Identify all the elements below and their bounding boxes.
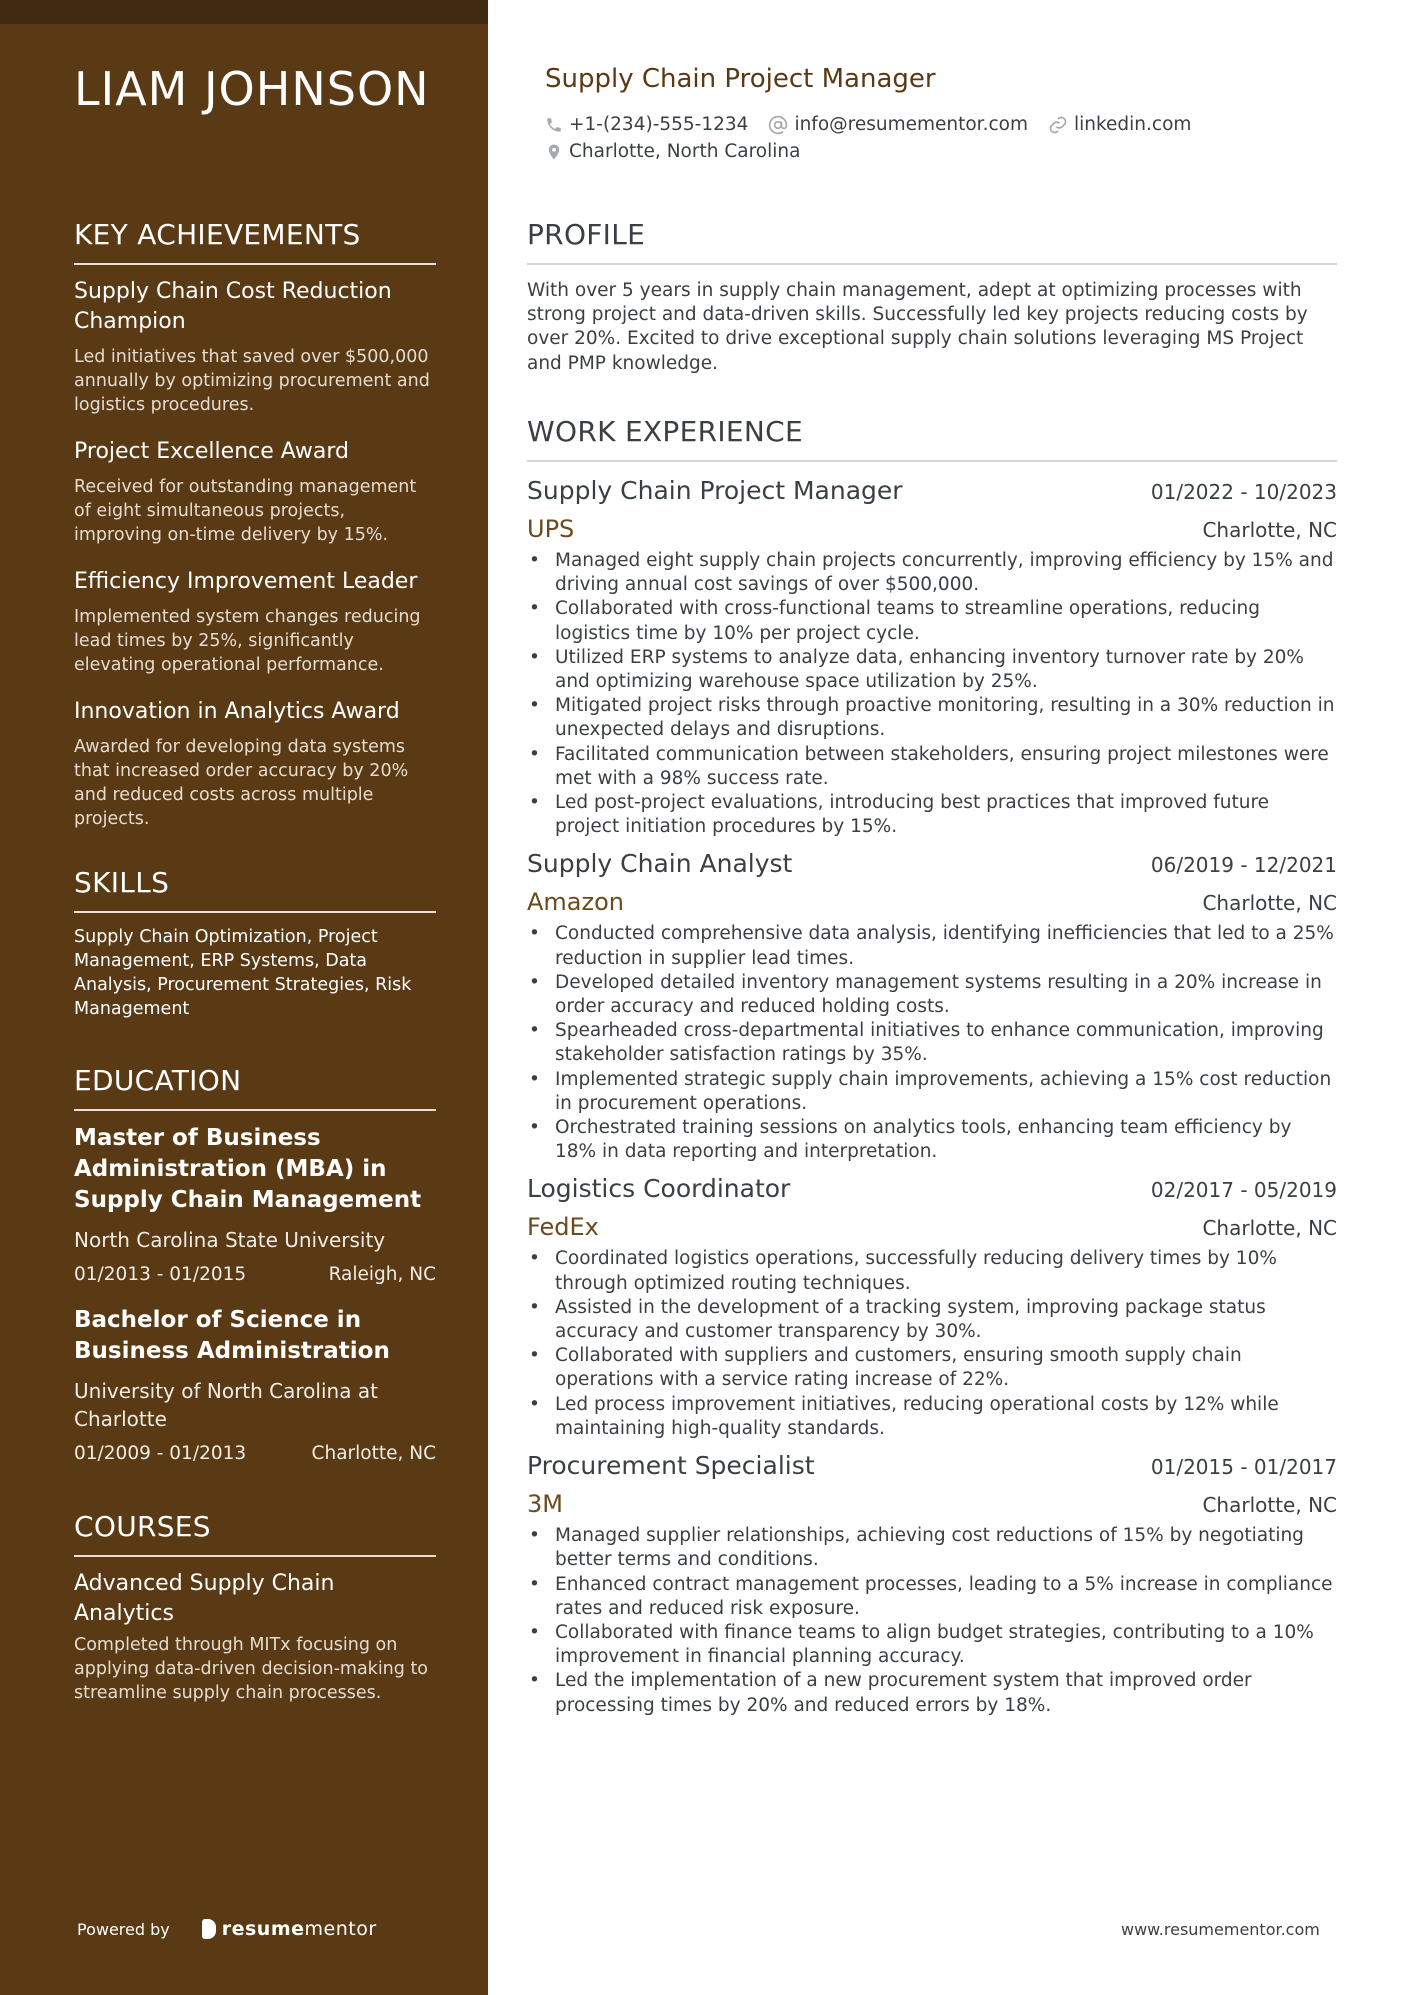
footer-website[interactable]: www.resumementor.com xyxy=(1121,1920,1320,1939)
achievement-item xyxy=(74,277,436,417)
job-bullet: • Collaborated with cross-functional teams to streamline operations, reducing logistics time by 10% per project cycle. xyxy=(527,597,1337,645)
job-bullet: • Led post-project evaluations, introducing best practices that improved future project initiation procedures by 15%. xyxy=(527,791,1337,839)
education-school: North Carolina State University xyxy=(74,1228,386,1252)
powered-by xyxy=(77,1918,377,1940)
education-location: Raleigh, NC xyxy=(328,1264,436,1285)
job-bullet: • Enhanced contract management processes, leading to a 5% increase in compliance rates and reduced risk exposure. xyxy=(527,1573,1337,1621)
achievement-title: Efficiency Improvement Leader xyxy=(74,569,418,594)
job-bullet: • Implemented strategic supply chain improvements, achieving a 15% cost reduction in procurement operations. xyxy=(527,1068,1337,1116)
job-entry xyxy=(527,1451,1337,1718)
job-bullets xyxy=(527,922,1337,1164)
skills-section xyxy=(74,866,436,1021)
education-item xyxy=(74,1305,436,1464)
education-dates: 01/2009 - 01/2013 xyxy=(74,1443,247,1464)
job-bullet: • Conducted comprehensive data analysis, identifying inefficiencies that led to a 25% reduction in supplier lead times. xyxy=(527,922,1337,970)
job-bullets xyxy=(527,1524,1337,1718)
job-dates: 01/2015 - 01/2017 xyxy=(1150,1455,1337,1480)
course-item xyxy=(74,1569,436,1705)
education-degree: Bachelor of Science in Business Administration xyxy=(74,1307,390,1364)
location-text: Charlotte, North Carolina xyxy=(569,141,801,162)
achievement-description: Received for outstanding management of eight simultaneous projects, improving on-time delivery by 15%. xyxy=(74,477,417,545)
job-bullet: • Facilitated communication between stakeholders, ensuring project milestones were met with a 98% success rate. xyxy=(527,743,1337,791)
job-bullet: • Collaborated with suppliers and customers, ensuring smooth supply chain operations with a service rating increase of 22%. xyxy=(527,1344,1337,1392)
job-bullets xyxy=(527,1247,1337,1441)
achievement-description: Led initiatives that saved over $500,000 annually by optimizing procurement and logistics procedures. xyxy=(74,347,430,415)
job-bullet: • Managed supplier relationships, achieving cost reductions of 15% by negotiating better terms and conditions. xyxy=(527,1524,1337,1572)
course-title: Advanced Supply Chain Analytics xyxy=(74,1571,335,1626)
job-company: UPS xyxy=(527,515,575,543)
logo-mark-icon xyxy=(202,1919,216,1939)
work-experience-heading: WORK EXPERIENCE xyxy=(527,415,1337,462)
job-bullet: • Mitigated project risks through proactive monitoring, resulting in a 30% reduction in unexpected delays and disruptions. xyxy=(527,694,1337,742)
achievement-item xyxy=(74,437,436,547)
phone-text: +1-(234)-555-1234 xyxy=(569,114,749,135)
job-bullet: • Coordinated logistics operations, successfully reducing delivery times by 10% through optimized routing techniques. xyxy=(527,1247,1337,1295)
contact-location-row xyxy=(545,141,820,162)
job-bullet: • Utilized ERP systems to analyze data, enhancing inventory turnover rate by 20% and optimizing warehouse space utilization by 25%. xyxy=(527,646,1337,694)
candidate-name: LIAM JOHNSON xyxy=(74,62,430,116)
job-location: Charlotte, NC xyxy=(1202,891,1337,916)
job-dates: 01/2022 - 10/2023 xyxy=(1150,480,1337,504)
job-title: Procurement Specialist xyxy=(527,1451,815,1481)
job-title: Supply Chain Project Manager xyxy=(527,476,903,505)
job-bullet: • Orchestrated training sessions on analytics tools, enhancing team efficiency by 18% in data reporting and interpretation. xyxy=(527,1116,1337,1164)
brand-bold: resume xyxy=(221,1918,305,1940)
job-location: Charlotte, NC xyxy=(1202,1216,1337,1241)
job-title: Supply Chain Analyst xyxy=(527,849,793,879)
contact-location xyxy=(545,141,800,162)
job-bullet: • Assisted in the development of a tracking system, improving package status accuracy and customer transparency by 30%. xyxy=(527,1296,1337,1344)
work-experience-section xyxy=(527,415,1337,1728)
skills-list: Supply Chain Optimization, Project Management, ERP Systems, Data Analysis, Procurement Strategies, Risk Management xyxy=(74,927,412,1019)
job-company: Amazon xyxy=(527,888,624,917)
job-title: Logistics Coordinator xyxy=(527,1174,791,1204)
contact-email[interactable] xyxy=(768,114,1028,135)
education-item xyxy=(74,1123,436,1285)
contact-row xyxy=(545,114,1211,135)
job-dates: 02/2017 - 05/2019 xyxy=(1150,1178,1337,1203)
sidebar xyxy=(0,0,488,1995)
job-entry xyxy=(527,849,1337,1164)
profile-section xyxy=(527,218,1337,376)
courses-heading: COURSES xyxy=(74,1510,436,1557)
profile-text: With over 5 years in supply chain management, adept at optimizing processes with strong project and data-driven skills. Successfully led key projects reducing costs by over 20%. Excited to drive exceptional supply chain solutions leveraging MS Project and PMP knowledge. xyxy=(527,280,1308,374)
achievement-item xyxy=(74,567,436,677)
link-icon xyxy=(1048,115,1068,135)
skills-heading: SKILLS xyxy=(74,866,436,913)
achievement-title: Innovation in Analytics Award xyxy=(74,699,400,724)
education-section xyxy=(74,1064,436,1484)
job-entry xyxy=(527,476,1337,839)
achievement-title: Project Excellence Award xyxy=(74,439,350,464)
profile-heading: PROFILE xyxy=(527,218,1337,265)
education-dates: 01/2013 - 01/2015 xyxy=(74,1264,247,1285)
education-location: Charlotte, NC xyxy=(311,1443,436,1464)
job-bullet: • Collaborated with finance teams to align budget strategies, contributing to a 10% improvement in financial planning accuracy. xyxy=(527,1621,1337,1669)
key-achievements-section xyxy=(74,218,436,851)
powered-by-label: Powered by xyxy=(77,1919,170,1939)
job-bullet: • Developed detailed inventory management systems resulting in a 20% increase in order accuracy and reduced holding costs. xyxy=(527,971,1337,1019)
headline-title: Supply Chain Project Manager xyxy=(545,64,936,94)
linkedin-text: linkedin.com xyxy=(1073,114,1192,135)
job-bullet: • Led the implementation of a new procurement system that improved order processing times by 20% and reduced errors by 18%. xyxy=(527,1669,1337,1717)
job-dates: 06/2019 - 12/2021 xyxy=(1150,853,1337,878)
key-achievements-heading: KEY ACHIEVEMENTS xyxy=(74,218,436,265)
email-text: info@resumementor.com xyxy=(794,114,1028,135)
education-degree: Master of Business Administration (MBA) in Supply Chain Management xyxy=(74,1125,422,1213)
contact-phone[interactable] xyxy=(545,114,748,135)
map-pin-icon xyxy=(545,142,563,162)
job-bullet: • Spearheaded cross-departmental initiatives to enhance communication, improving stakeholder satisfaction ratings by 35%. xyxy=(527,1019,1337,1067)
job-bullets xyxy=(527,549,1337,839)
job-company: FedEx xyxy=(527,1213,599,1242)
achievement-title: Supply Chain Cost Reduction Champion xyxy=(74,279,392,334)
achievement-description: Implemented system changes reducing lead times by 25%, significantly elevating operational performance. xyxy=(74,607,421,675)
job-bullet: • Led process improvement initiatives, reducing operational costs by 12% while maintaining high-quality standards. xyxy=(527,1393,1337,1441)
job-company: 3M xyxy=(527,1490,563,1519)
phone-icon xyxy=(545,116,563,134)
achievement-description: Awarded for developing data systems that increased order accuracy by 20% and reduced costs across multiple projects. xyxy=(74,737,409,829)
education-school: University of North Carolina at Charlotte xyxy=(74,1379,378,1431)
job-bullet: • Managed eight supply chain projects concurrently, improving efficiency by 15% and driving annual cost savings of over $500,000. xyxy=(527,549,1337,597)
contact-linkedin[interactable] xyxy=(1048,114,1191,135)
course-description: Completed through MITx focusing on applying data-driven decision-making to streamline supply chain processes. xyxy=(74,1635,429,1703)
brand-rest: mentor xyxy=(304,1918,377,1940)
at-sign-icon xyxy=(768,115,788,135)
job-location: Charlotte, NC xyxy=(1202,1493,1337,1518)
achievement-item xyxy=(74,697,436,831)
education-heading: EDUCATION xyxy=(74,1064,436,1111)
job-location: Charlotte, NC xyxy=(1202,518,1337,542)
job-entry xyxy=(527,1174,1337,1441)
courses-section xyxy=(74,1510,436,1725)
sidebar-top-band xyxy=(0,0,488,24)
resumementor-logo[interactable] xyxy=(202,1918,377,1940)
